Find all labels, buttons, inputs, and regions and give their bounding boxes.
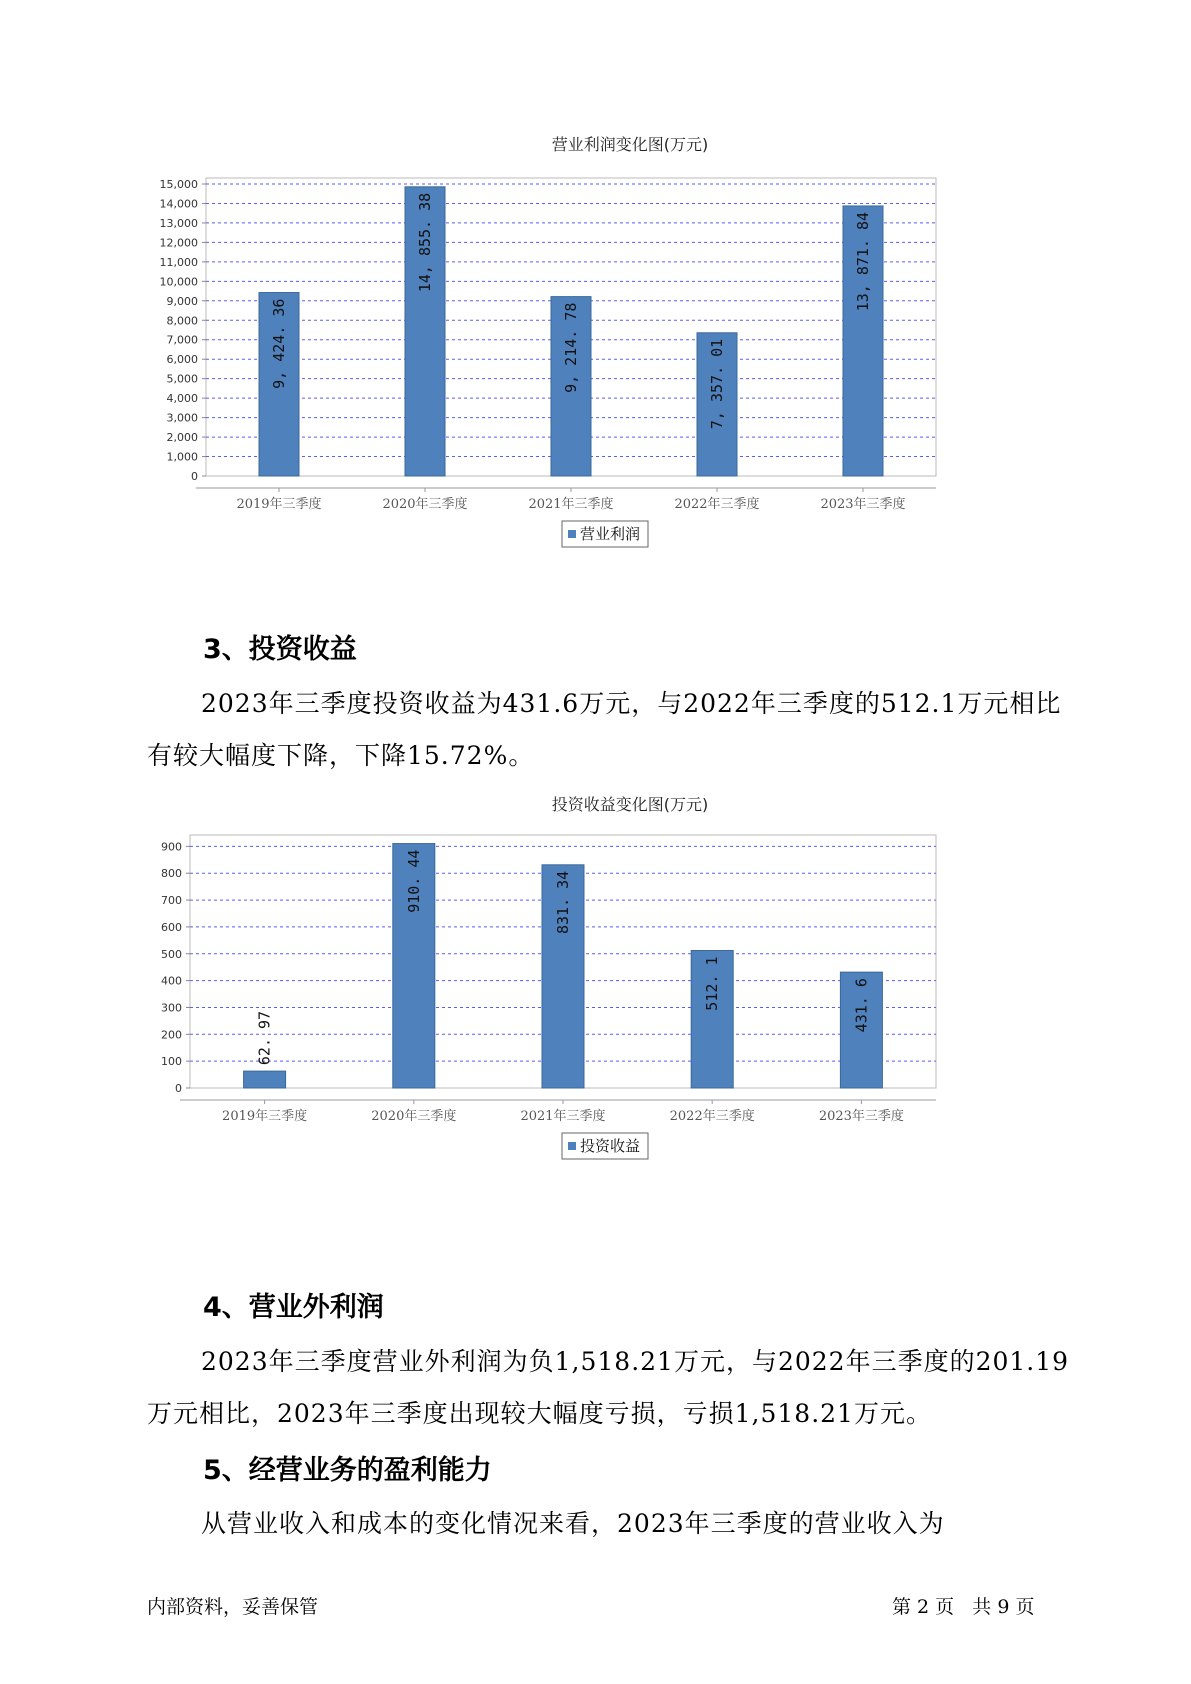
legend-swatch <box>568 1142 576 1150</box>
data-label: 512. 1 <box>703 956 722 1011</box>
y-tick-label: 9,000 <box>166 294 198 308</box>
y-tick-label: 15,000 <box>160 178 198 191</box>
y-tick-label: 2,000 <box>166 431 198 445</box>
y-tick-label: 200 <box>161 1028 182 1042</box>
y-tick-label: 400 <box>161 974 182 988</box>
bar <box>244 1071 286 1088</box>
y-tick-label: 1,000 <box>166 450 198 464</box>
data-label: 9, 424. 36 <box>270 298 288 389</box>
x-tick-label: 2023年三季度 <box>820 497 906 512</box>
data-label: 431. 6 <box>852 978 871 1033</box>
y-tick-label: 14,000 <box>160 197 198 211</box>
y-tick-label: 0 <box>191 470 198 483</box>
x-tick-label: 2020年三季度 <box>371 1109 457 1124</box>
data-label: 9, 214. 78 <box>562 302 580 393</box>
data-label: 910. 44 <box>404 849 423 913</box>
y-tick-label: 3,000 <box>166 411 198 425</box>
chart-title: 营业利润变化图(万元) <box>551 135 709 154</box>
y-tick-label: 11,000 <box>160 255 198 269</box>
x-tick-label: 2021年三季度 <box>520 1109 606 1124</box>
section-4-heading: 4、营业外利润 <box>203 1292 384 1323</box>
chart-title: 投资收益变化图(万元) <box>551 795 709 814</box>
y-tick-label: 900 <box>161 840 182 854</box>
y-tick-label: 700 <box>161 894 182 908</box>
x-tick-label: 2019年三季度 <box>222 1109 308 1124</box>
legend-label: 投资收益 <box>580 1137 641 1155</box>
operating-profit-chart-svg <box>160 130 1060 590</box>
legend-label: 营业利润 <box>580 525 641 543</box>
data-label: 831. 34 <box>554 870 572 935</box>
footer-confidential: 内部资料，妥善保管 <box>147 1596 319 1618</box>
y-tick-label: 0 <box>175 1082 182 1095</box>
x-tick-label: 2020年三季度 <box>382 497 468 512</box>
y-tick-label: 7,000 <box>166 333 198 347</box>
y-tick-label: 300 <box>161 1001 182 1015</box>
y-tick-label: 800 <box>161 867 182 881</box>
x-tick-label: 2021年三季度 <box>528 497 614 512</box>
section-5-heading: 5、经营业务的盈利能力 <box>203 1455 492 1486</box>
section-3-heading: 3、投资收益 <box>203 634 357 665</box>
data-label: 62. 97 <box>255 1010 274 1066</box>
y-tick-label: 100 <box>161 1055 182 1069</box>
y-tick-label: 12,000 <box>160 236 198 250</box>
y-tick-label: 600 <box>161 920 182 934</box>
legend-swatch <box>568 530 576 538</box>
data-label: 13, 871. 84 <box>854 211 872 312</box>
section-5-paragraph: 从营业收入和成本的变化情况来看，2023年三季度的营业收入为 <box>201 1509 945 1538</box>
footer-page-number: 第 2 页 共 9 页 <box>892 1596 1035 1618</box>
data-label: 14, 855. 38 <box>416 192 434 293</box>
x-tick-label: 2019年三季度 <box>236 497 322 512</box>
y-tick-label: 8,000 <box>166 314 198 328</box>
y-tick-label: 5,000 <box>166 372 198 386</box>
y-tick-label: 13,000 <box>160 216 198 230</box>
data-label: 7, 357. 01 <box>708 338 726 430</box>
y-tick-label: 4,000 <box>166 392 198 406</box>
section-4-paragraph: 2023年三季度营业外利润为负1,518.21万元，与2022年三季度的201.19万元相比，2023年三季度出现较大幅度亏损，亏损1,518.21万元。 <box>147 1347 1070 1428</box>
y-tick-label: 6,000 <box>166 353 198 367</box>
investment-income-chart <box>160 790 1060 1250</box>
y-tick-label: 10,000 <box>160 275 198 289</box>
section-3-paragraph: 2023年三季度投资收益为431.6万元，与2022年三季度的512.1万元相比有较大幅度下降，下降15.72%。 <box>147 689 1062 770</box>
y-tick-label: 500 <box>161 947 182 961</box>
x-tick-label: 2023年三季度 <box>818 1109 904 1124</box>
x-tick-label: 2022年三季度 <box>674 497 760 512</box>
x-tick-label: 2022年三季度 <box>669 1109 755 1124</box>
operating-profit-chart <box>160 130 1060 590</box>
investment-income-chart-svg <box>160 790 1060 1250</box>
